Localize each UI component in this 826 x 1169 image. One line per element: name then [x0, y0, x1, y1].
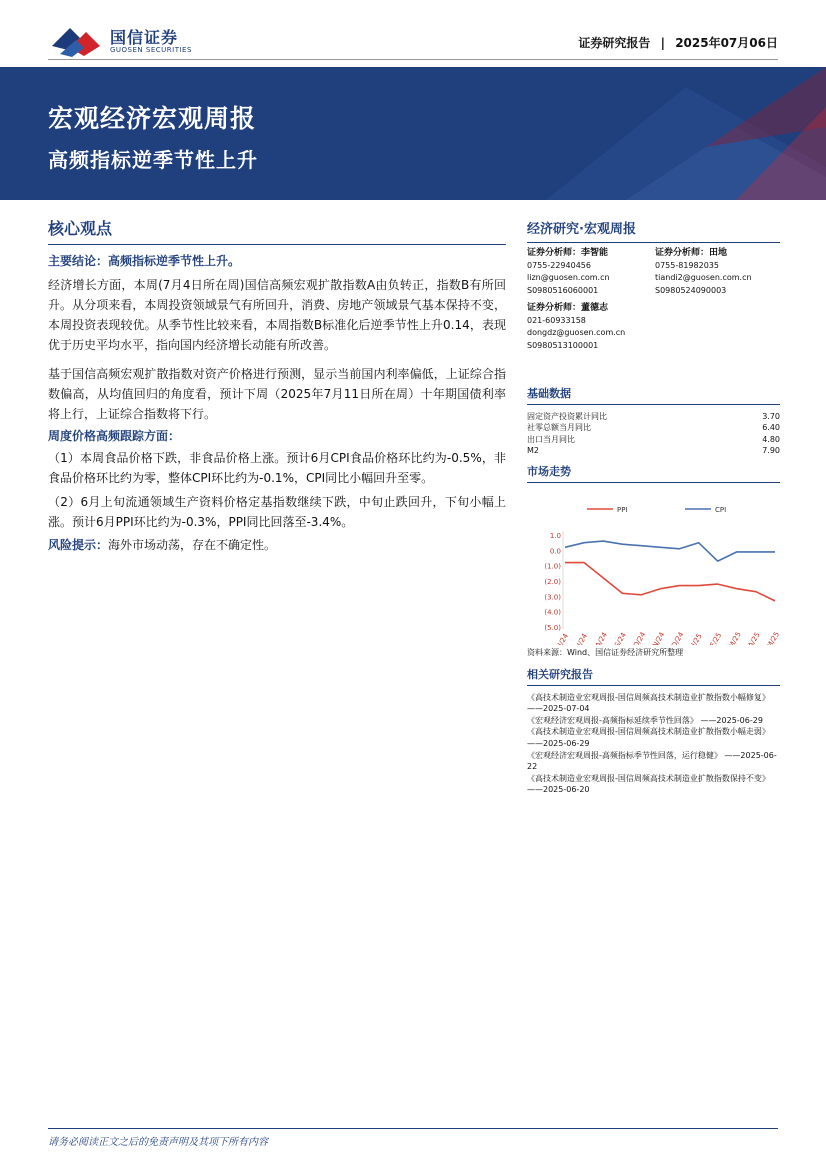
related-report-item[interactable]: 《宏观经济宏观周报-高频指标季节性回落，运行稳健》 ——2025-06-22: [527, 750, 777, 772]
row-value: 7.90: [762, 446, 780, 456]
x-tick-label: M/25: [727, 630, 743, 645]
x-tick-label: F/25: [708, 631, 724, 645]
y-tick-label: (3.0): [544, 592, 561, 601]
analyst-card: [655, 247, 752, 297]
x-tick-label: N/24: [651, 630, 667, 645]
basic-data-title: 基础数据: [527, 387, 571, 400]
sidebar: [527, 218, 780, 796]
analyst-email[interactable]: dongdz@guosen.com.cn: [527, 328, 626, 337]
analyst-phone: 0755-81982035: [655, 260, 719, 270]
row-label: M2: [527, 446, 539, 456]
header-divider: [48, 59, 778, 60]
section-title: 核心观点: [48, 219, 113, 238]
sidebar-title: 经济研究·宏观周报: [527, 222, 636, 237]
footer-divider: [48, 1128, 778, 1129]
footer-disclaimer: 请务必阅读正文之后的免责声明及其项下所有内容: [48, 1137, 268, 1148]
x-tick-label: A/25: [746, 630, 762, 645]
sidebar-divider: [527, 242, 780, 243]
brand-name-cn: 国信证券: [110, 28, 179, 47]
risk-label: 风险提示：: [48, 538, 109, 552]
analyst-phone: 0755-22940456: [527, 260, 591, 270]
analyst-list: [527, 247, 780, 357]
analyst-card: [527, 302, 625, 352]
analyst-email[interactable]: lizn@guosen.com.cn: [527, 273, 610, 282]
y-tick-label: (4.0): [544, 608, 561, 617]
legend-label: CPI: [715, 505, 727, 514]
y-tick-label: (2.0): [544, 577, 561, 586]
x-tick-label: J/24: [556, 631, 571, 645]
header-separator: |: [660, 36, 665, 50]
x-tick-label: J/25: [690, 631, 704, 645]
row-value: 4.80: [762, 434, 780, 444]
price-tracking-heading: 周度价格高频跟踪方面：: [48, 429, 181, 443]
ppi-paragraph: （2）6月上旬流通领域生产资料价格定基指数继续下跌，中旬止跌回升，下旬小幅上涨。预计6月PPI环比约为-0.3%，PPI同比回落至-3.4%。: [48, 495, 506, 529]
x-tick-label: M/25: [765, 630, 780, 645]
analyst-name: 证券分析师：李智能: [527, 248, 609, 258]
line-chart: [527, 487, 780, 645]
basic-data-divider: [527, 404, 780, 405]
table-row: [527, 445, 780, 456]
market-chart: [527, 487, 780, 645]
analyst-phone: 021-60933158: [527, 315, 586, 325]
table-row: [527, 434, 780, 445]
y-tick-label: (5.0): [544, 623, 561, 632]
row-label: 固定资产投资累计同比: [527, 412, 607, 421]
report-subtitle: 高频指标逆季节性上升: [48, 148, 258, 172]
report-title: 宏观经济宏观周报: [48, 104, 257, 133]
x-tick-label: O/24: [631, 630, 648, 645]
risk-warning: [48, 535, 506, 555]
table-row: [527, 411, 780, 422]
y-tick-label: (1.0): [544, 562, 561, 571]
related-reports-title: 相关研究报告: [527, 667, 593, 681]
brand-logo: [50, 24, 200, 60]
series-line-cpi: [565, 541, 775, 561]
related-report-item[interactable]: 《高技术制造业宏观周报-国信周频高技术制造业扩散指数小幅修复》 ——2025-07-04: [527, 692, 770, 714]
analyst-email[interactable]: tiandi2@guosen.com.cn: [655, 273, 752, 282]
legend-label: PPI: [617, 505, 628, 514]
chart-source: 资料来源：Wind、国信证券经济研究所整理: [527, 647, 684, 657]
report-type: 证券研究报告: [578, 36, 651, 50]
analyst-cert: S0980516060001: [527, 285, 599, 295]
x-tick-label: D/24: [670, 630, 686, 645]
analyst-name: 证券分析师：田地: [655, 248, 728, 258]
banner-decoration-icon: [506, 67, 826, 200]
analyst-name: 证券分析师：董德志: [527, 303, 609, 313]
row-value: 6.40: [762, 423, 780, 433]
related-report-item[interactable]: 《宏观经济宏观周报-高频指标延续季节性回落》 ——2025-06-29: [527, 715, 763, 725]
y-tick-label: 1.0: [549, 531, 561, 540]
growth-paragraph: 经济增长方面，本周(7月4日所在周)国信高频宏观扩散指数A由负转正，指数B有所回升。从分项来看，本周投资领域景气有所回升，消费、房地产领域景气基本保持不变，本周投资表现较优。从季节性比较来看，本周指数B标准化后逆季节性上升0.14，表现优于历史平均水平，指向国内经济增长动能有所改善。: [48, 278, 506, 352]
brand-name-en: GUOSEN SECURITIES: [110, 46, 192, 54]
market-trend-divider: [527, 482, 780, 483]
guosen-logo-icon: [50, 24, 102, 58]
market-trend-title: 市场走势: [527, 464, 571, 478]
basic-data-table: [527, 411, 780, 457]
row-label: 出口当月同比: [527, 434, 575, 444]
cpi-paragraph: （1）本周食品价格下跌，非食品价格上涨。预计6月CPI食品价格环比约为-0.5%，非食品价格环比约为零，整体CPI环比约为-0.1%，CPI同比小幅回升至零。: [48, 451, 506, 485]
related-report-list: [527, 692, 780, 796]
related-reports-divider: [527, 685, 780, 686]
analyst-card: [527, 247, 610, 297]
conclusion-heading: 主要结论：高频指标逆季节性上升。: [48, 254, 241, 268]
risk-text: 海外市场动荡，存在不确定性。: [108, 538, 277, 552]
section-divider: [48, 244, 506, 245]
x-tick-label: J/24: [575, 631, 590, 645]
core-views: [48, 216, 506, 555]
header-meta: [578, 34, 778, 51]
x-tick-label: S/24: [613, 630, 628, 645]
analyst-cert: S0980513100001: [527, 340, 599, 350]
forecast-paragraph: 基于国信高频宏观扩散指数对资产价格进行预测，显示当前国内利率偏低，上证综合指数偏高，从均值回归的角度看，预计下周（2025年7月11日所在周）十年期国债利率将上行，上证综合指数将下行。: [48, 367, 506, 421]
related-report-item[interactable]: 《高技术制造业宏观周报-国信周频高技术制造业扩散指数保持不变》 ——2025-06-20: [527, 773, 770, 795]
report-date: 2025年07月06日: [675, 36, 778, 50]
y-tick-label: 0.0: [549, 546, 561, 555]
row-value: 3.70: [762, 412, 780, 421]
related-report-item[interactable]: 《高技术制造业宏观周报-国信周频高技术制造业扩散指数小幅走弱》 ——2025-06-29: [527, 727, 770, 748]
row-label: 社零总额当月同比: [527, 423, 591, 433]
x-tick-label: A/24: [593, 630, 609, 645]
table-row: [527, 422, 780, 433]
series-line-ppi: [565, 562, 775, 600]
title-banner: [0, 67, 826, 200]
analyst-cert: S0980524090003: [655, 285, 727, 295]
